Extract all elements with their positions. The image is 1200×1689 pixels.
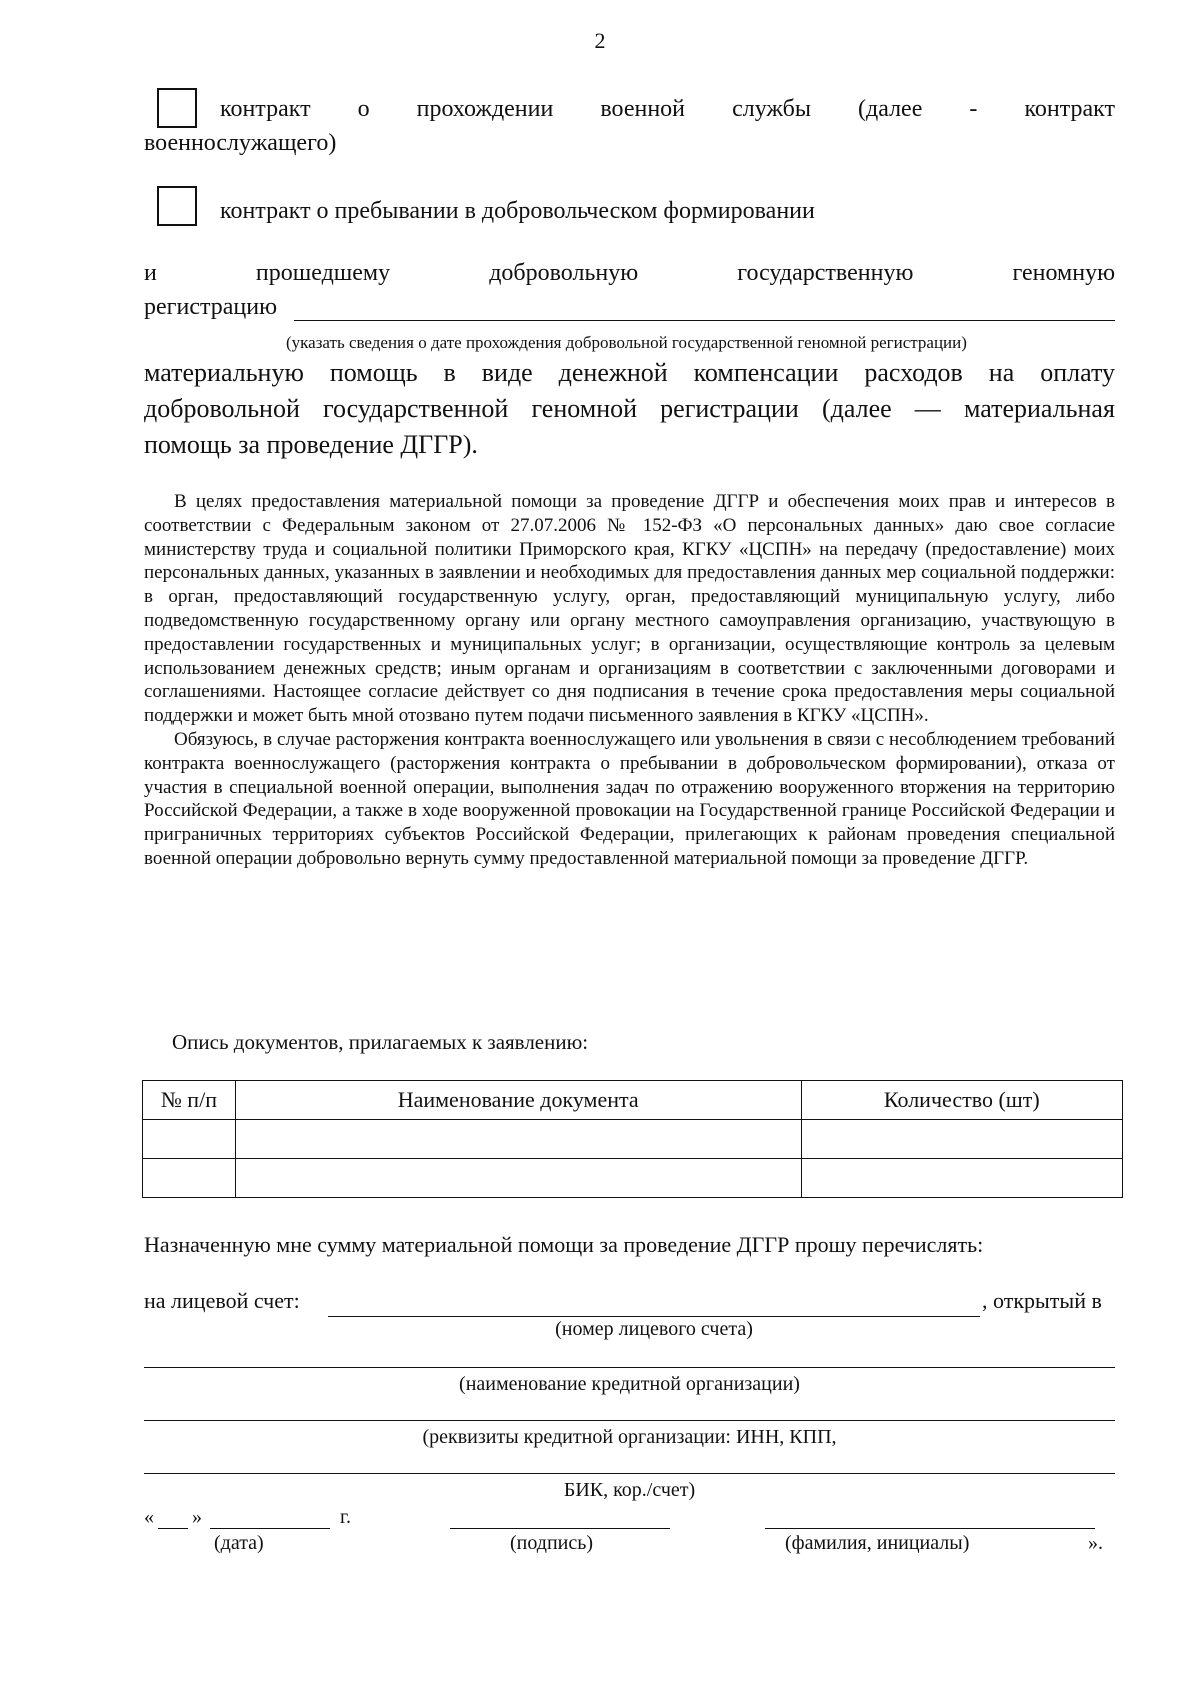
signature-field[interactable] [450,1506,670,1529]
assistance-word: материальную [144,358,304,387]
header-document-name: Наименование документа [235,1081,801,1120]
option-word: прохождении [416,96,554,122]
table-cell[interactable] [143,1159,236,1198]
header-number: № п/п [143,1081,236,1120]
documents-title: Опись документов, прилагаемых к заявлению: [172,1030,589,1054]
assistance-line2 [144,391,1115,427]
assistance-line3: помощь за проведение ДГГР). [144,430,478,459]
table-cell[interactable] [801,1120,1122,1159]
date-caption: (дата) [214,1532,264,1554]
header-quantity: Количество (шт) [801,1081,1122,1120]
obligation-paragraph: Обязуюсь, в случае расторжения контракта военнослужащего или увольнения в связи с несоблюдением требований контракта военнослужащего (расторжения контракта о пребывании в добровольческом формировании), отказа от участия в специальной военной операции, выполнения задач по отражению вооруженного вторжения на территорию Российской Федерации, а также в ходе вооруженной провокации на Государственной границе Российской Федерации и приграничных территориях субъектов Российской Федерации, прилегающих к районам проведения специальной военной операции добровольно вернуть сумму предоставленной материальной помощи за проведение ДГГР. [144,728,1115,869]
assistance-word: виде [481,358,533,387]
date-open-quote: « [144,1506,154,1528]
table-cell[interactable] [235,1120,801,1159]
option-word: контракт [1024,96,1115,122]
assistance-word: на [988,358,1015,387]
registration-word: добровольную [489,260,639,286]
registration-word: прошедшему [255,260,391,286]
option-word: службы [732,96,811,122]
bank-requisites-field[interactable] [144,1420,1115,1421]
option-word: - [969,96,978,122]
contract-volunteer-checkbox[interactable] [157,186,197,226]
assistance-line1 [144,355,1115,391]
date-month-field[interactable] [210,1506,330,1529]
full-name-field[interactable] [765,1506,1095,1529]
assistance-word: государственной [323,394,509,423]
bank-name-field[interactable] [144,1367,1115,1368]
date-day-field[interactable] [158,1506,188,1529]
registration-line1 [144,256,1115,290]
contract-serviceman-line2: военнослужащего) [144,130,337,156]
documents-table [142,1080,1123,1198]
contract-serviceman-checkbox[interactable] [157,88,197,128]
registration-date-field[interactable] [294,290,1115,321]
closing-quote: ». [1088,1532,1103,1554]
bank-caption: (наименование кредитной организации) [459,1373,800,1395]
assistance-word: геномной [531,394,638,423]
body-paragraphs [144,490,1115,871]
registration-word: геномную [1012,260,1115,286]
consent-paragraph: В целях предоставления материальной помощи за проведение ДГГР и обеспечения моих прав и интересов в соответствии с Федеральным законом от 27.07.2006 № 152-ФЗ «О персональных данных» даю свое согласие министерству труда и социальной политики Приморского края, КГКУ «ЦСПН» на передачу (предоставление) моих персональных данных, указанных в заявлении и необходимых для предоставления данных мер социальной поддержки: в орган, предоставляющий государственную услугу, орган, предоставляющий муниципальную услугу, либо подведомственную государственному органу или органу местного самоуправления организацию, участвующую в предоставлении государственных и муниципальных услуг; в организации, осуществляющие контроль за целевым использованием денежных средств; иным органам и организациям в соответствии с заключенными договорами и соглашениями. Настоящее согласие действует со дня подписания в течение срока предоставления меры социальной поддержки и может быть мной отозвано путем подачи письменного заявления в КГКУ «ЦСПН». [144,491,1115,727]
assistance-word: компенсации [693,358,839,387]
bank-bik-field[interactable] [144,1473,1115,1474]
assistance-word: регистрации [660,394,799,423]
assistance-word: материальная [963,394,1115,423]
table-row [143,1159,1123,1198]
requisites-caption: (реквизиты кредитной организации: ИНН, КПП, [422,1426,837,1448]
option-word: контракт [220,96,311,122]
table-cell[interactable] [143,1120,236,1159]
contract-volunteer-label: контракт о пребывании в добровольческом формировании [220,198,815,224]
assistance-word: оплату [1040,358,1115,387]
date-close-quote: » [192,1506,202,1528]
registration-label: регистрацию [144,294,278,320]
registration-hint: (указать сведения о дате прохождения добровольной государственной геномной регистрации) [286,333,967,352]
assistance-word: денежной [558,358,668,387]
registration-word: и [144,260,157,286]
option-word: (далее [858,96,923,122]
opened-in-label: , открытый в [982,1288,1102,1313]
account-number-field[interactable] [328,1290,980,1317]
assistance-word: помощь [329,358,418,387]
assistance-word: — [914,394,941,423]
table-row [143,1120,1123,1159]
option-word: о [357,96,370,122]
contract-serviceman-line1 [220,92,1115,126]
page-number: 2 [594,28,606,53]
year-suffix: г. [340,1506,351,1528]
transfer-intro: Назначенную мне сумму материальной помощи за проведение ДГГР прошу перечислять: [144,1232,984,1257]
name-caption: (фамилия, инициалы) [785,1532,970,1554]
assistance-word: добровольной [144,394,300,423]
table-cell[interactable] [801,1159,1122,1198]
account-caption: (номер лицевого счета) [555,1318,753,1340]
table-header-row [143,1081,1123,1120]
assistance-word: (далее [821,394,892,423]
bik-caption: БИК, кор./счет) [563,1479,696,1501]
account-label: на лицевой счет: [144,1288,300,1313]
option-word: военной [600,96,686,122]
registration-word: государственную [737,260,914,286]
table-cell[interactable] [235,1159,801,1198]
assistance-word: расходов [864,358,963,387]
assistance-word: в [443,358,456,387]
signature-caption: (подпись) [510,1532,594,1554]
